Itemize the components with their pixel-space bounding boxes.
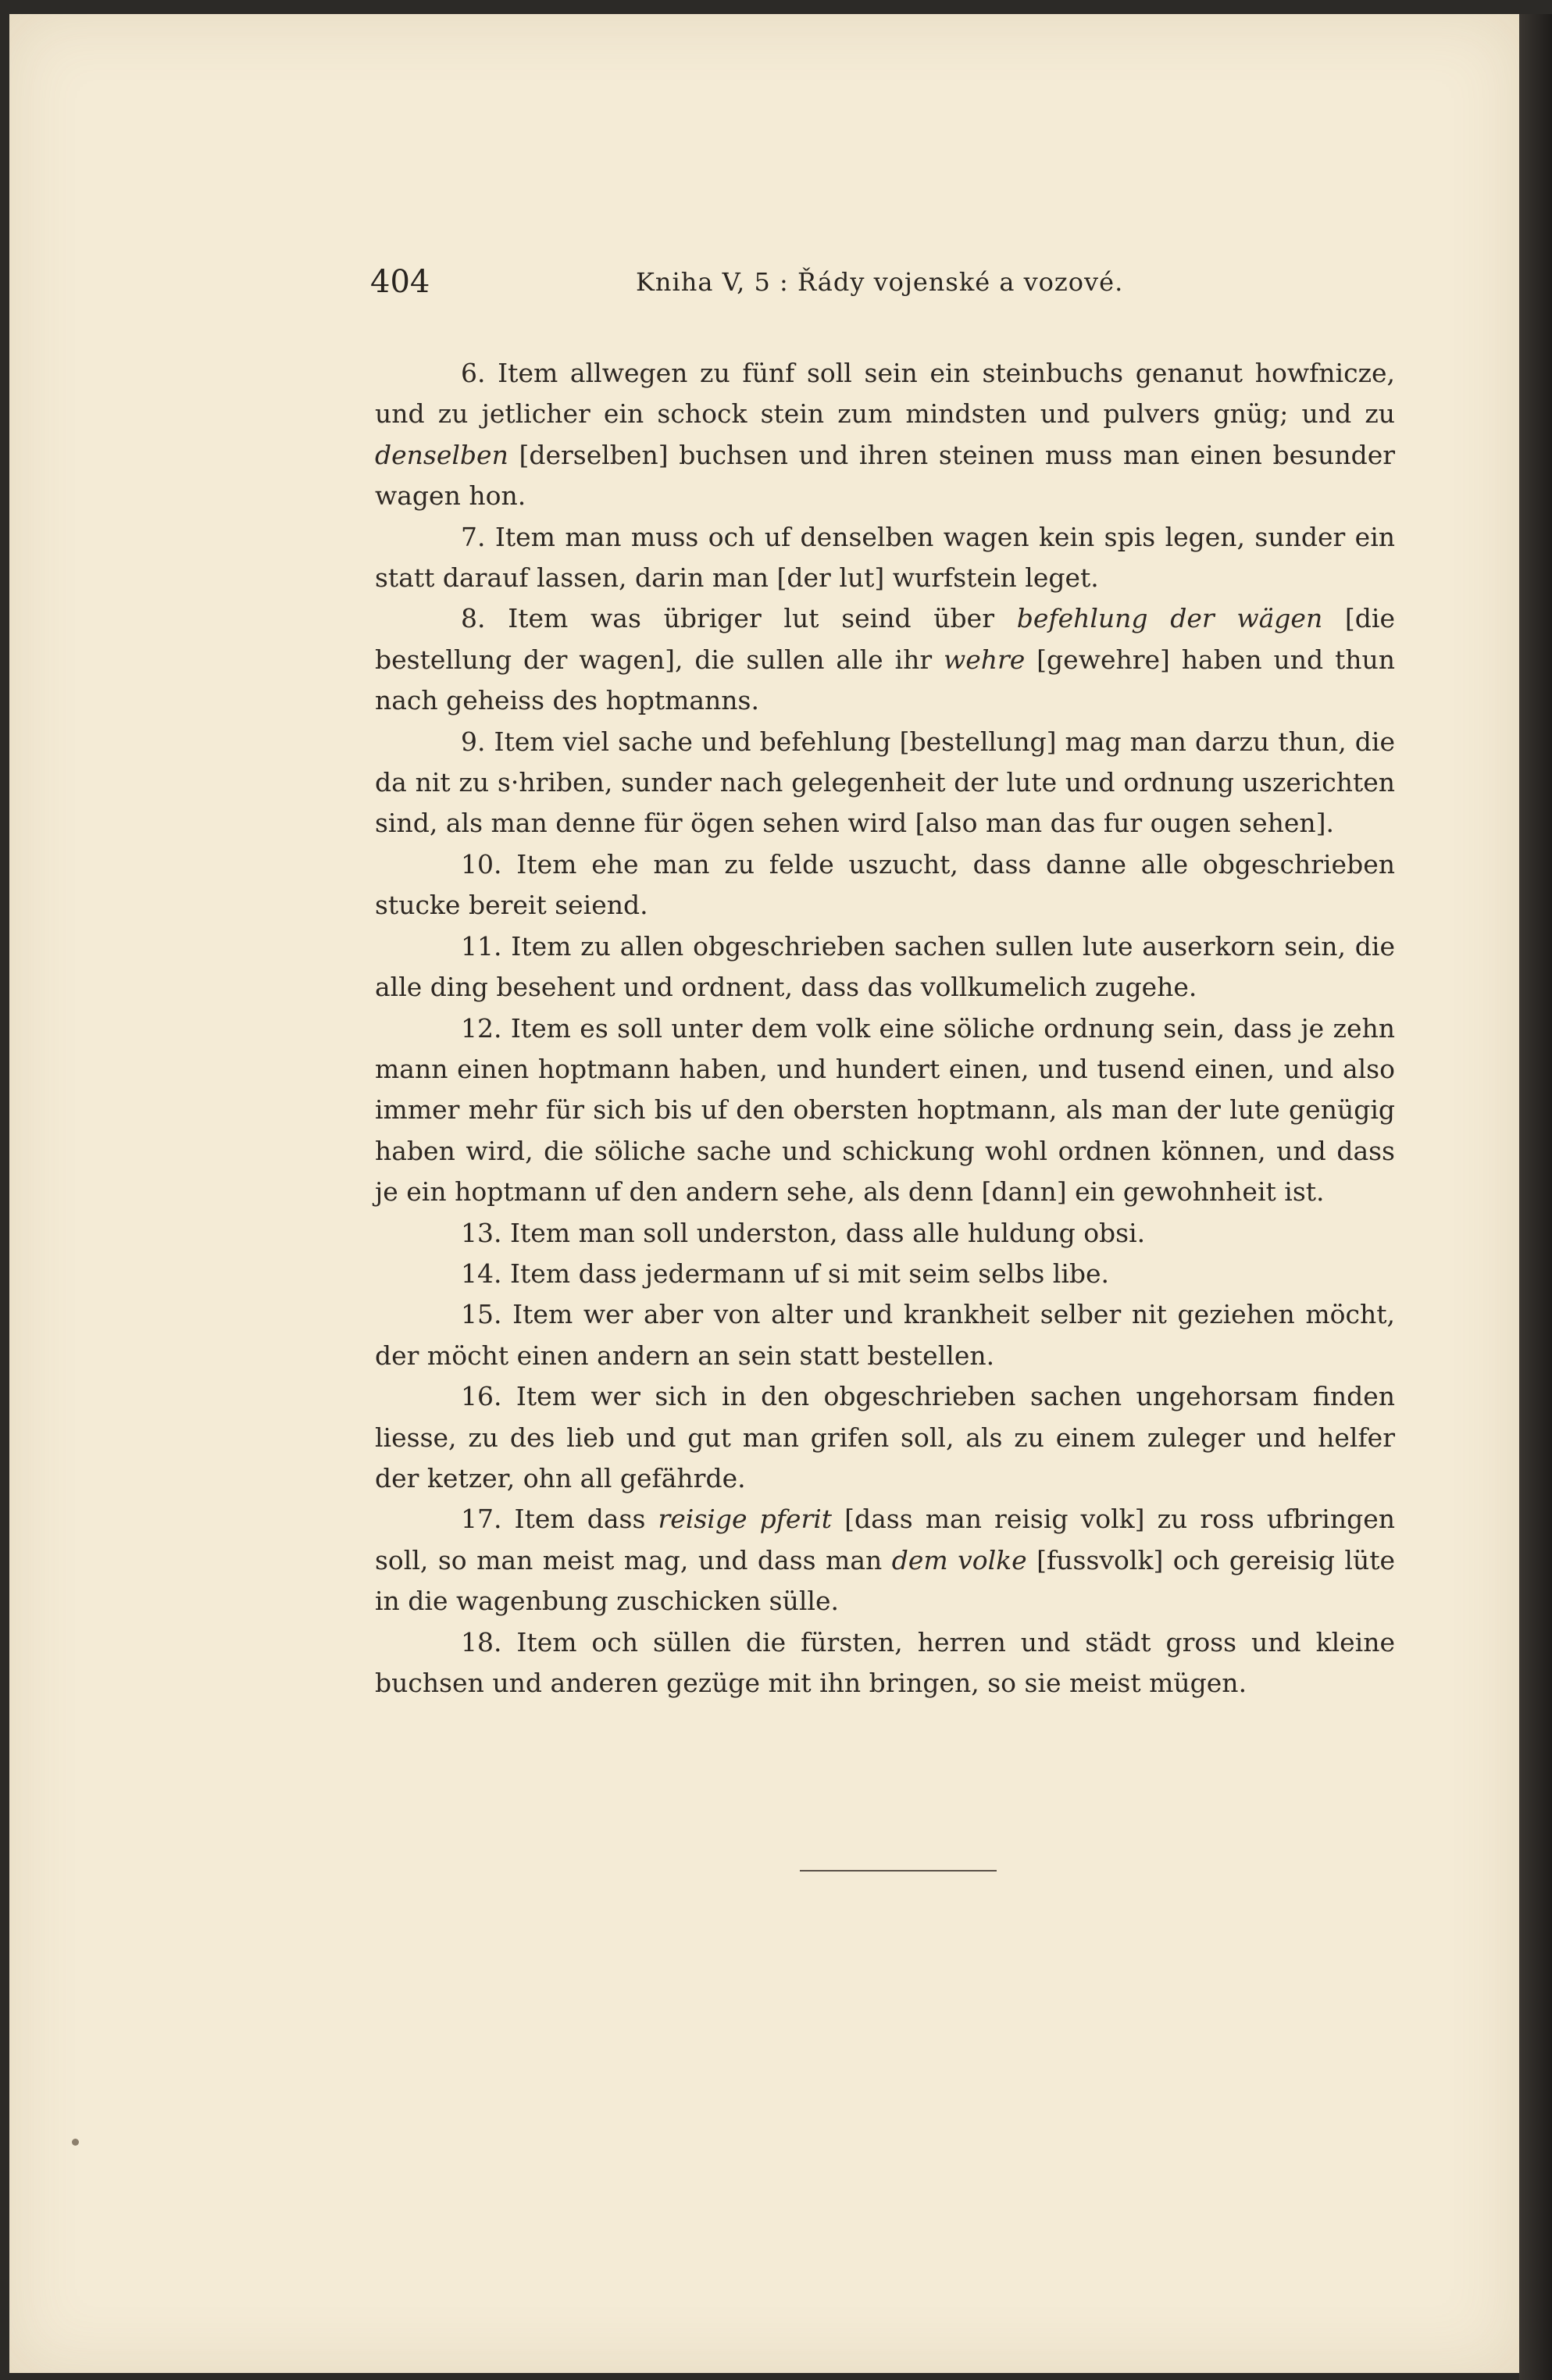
paper-speck xyxy=(72,2139,79,2146)
paragraph-item-11: 11. Item zu allen obgeschrieben sachen sullen lute auserkorn sein, die alle ding besehent und ordnent, dass das vollkumelich zugehe. xyxy=(375,930,1395,1003)
book-page xyxy=(9,14,1519,2373)
body-text xyxy=(375,353,1395,1704)
paragraph-item-7: 7. Item man muss och uf denselben wagen kein spis legen, sunder ein statt darauf lassen, darin man [der lut] wurfstein leget. xyxy=(375,521,1395,594)
paragraph-item-12: 12. Item es soll unter dem volk eine söliche ordnung sein, dass je zehn mann einen hoptmann haben, und hundert einen, und tusend einen, und also immer mehr für sich bis uf den obersten hoptmann, als man der lute genügig haben wird, die söliche sache und schickung wohl ordnen können, und dass je ein hoptmann uf den andern sehe, als denn [dann] ein gewohnheit ist. xyxy=(375,1012,1395,1208)
italic-term: dem volke xyxy=(891,1544,1027,1575)
italic-term: reisige pferit xyxy=(658,1504,833,1535)
paragraph-item-18: 18. Item och süllen die fürsten, herren und städt gross und kleine buchsen und anderen gezüge mit ihn bringen, so sie meist mügen. xyxy=(375,1626,1395,1698)
paragraph-item-8: 8. Item was übriger lut seind über befehlung der wägen [die bestellung der wagen], die sullen alle ihr wehre [gewehre] haben und thun nach geheiss des hoptmanns. xyxy=(375,603,1396,716)
italic-term: wehre xyxy=(943,644,1026,675)
paragraph-item-13: 13. Item man soll underston, dass alle huldung obsi. xyxy=(461,1217,1146,1248)
paragraph-item-17: 17. Item dass reisige pferit [dass man reisig volk] zu ross ufbringen soll, so man meist mag, und dass man dem volke [fussvolk] och gereisig lüte in die wagenbung zuschicken sülle. xyxy=(375,1504,1396,1617)
italic-term: denselben xyxy=(375,439,508,470)
paragraph-item-15: 15. Item wer aber von alter und krankheit selber nit geziehen möcht, der möcht einen andern an sein statt bestellen. xyxy=(375,1299,1395,1371)
page-edge-shadow xyxy=(1519,14,1552,2380)
page-number: 404 xyxy=(370,264,430,300)
running-header xyxy=(370,264,1401,311)
paragraph-item-14: 14. Item dass jedermann uf si mit seim selbs libe. xyxy=(461,1258,1110,1289)
paragraph-item-10: 10. Item ehe man zu felde uszucht, dass danne alle obgeschrieben stucke bereit seiend. xyxy=(375,848,1395,921)
paragraph-item-16: 16. Item wer sich in den obgeschrieben sachen ungehorsam finden liesse, zu des lieb und gut man grifen soll, als zu einem zuleger und helfer der ketzer, ohn all gefährde. xyxy=(375,1381,1395,1493)
italic-term: befehlung der wägen xyxy=(1016,603,1323,634)
paragraph-item-9: 9. Item viel sache und befehlung [bestellung] mag man darzu thun, die da nit zu s·hriben, sunder nach gelegenheit der lute und ordnung uszerichten sind, als man denne für ögen sehen wird [also man das fur ougen sehen]. xyxy=(375,726,1395,839)
chapter-title: Kniha V, 5 : Řády vojenské a vozové. xyxy=(636,267,1124,297)
paragraph-item-6: 6. Item allwegen zu fünf soll sein ein steinbuchs genanut howfnicze, und zu jetlicher ein schock stein zum mindsten und pulvers gnüg; und zu denselben [derselben] buchsen und ihren steinen muss man einen besunder wagen hon. xyxy=(375,358,1395,512)
section-end-rule xyxy=(800,1870,997,1872)
